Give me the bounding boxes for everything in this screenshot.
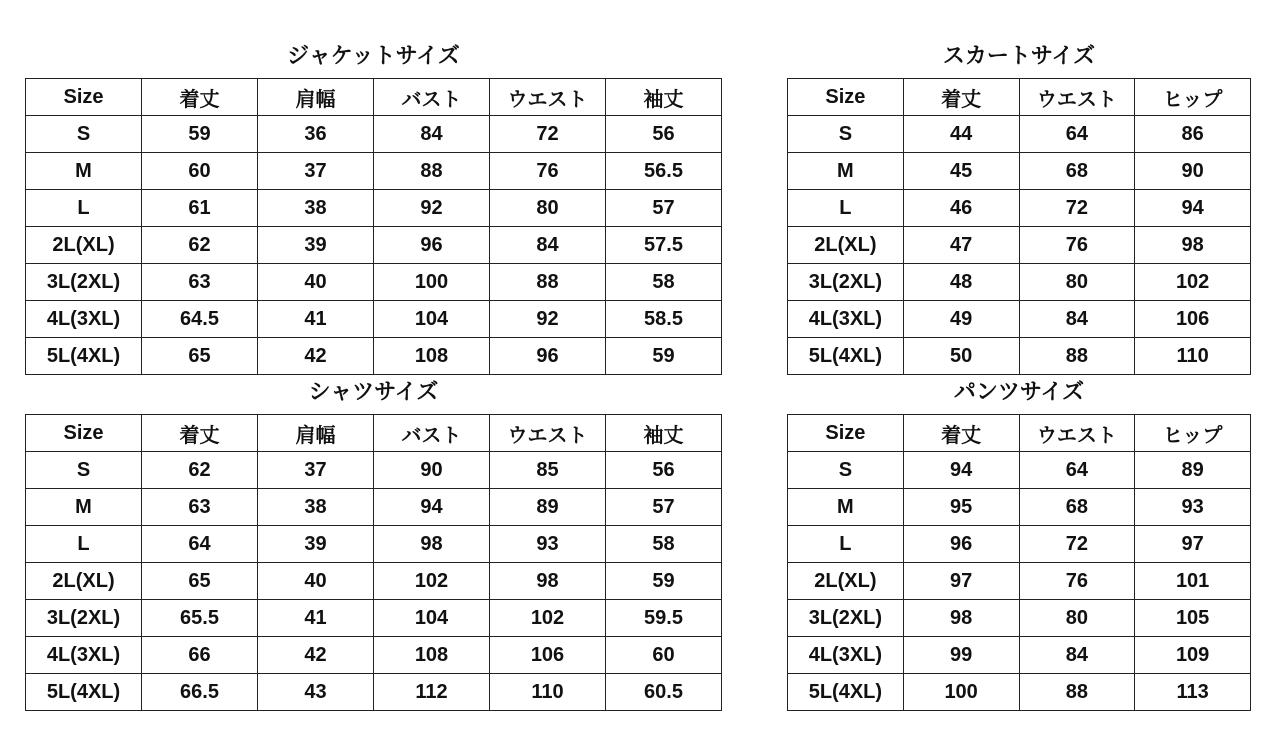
size-label-cell: 5L(4XL) (788, 674, 904, 711)
measurement-cell: 96 (903, 526, 1019, 563)
measurement-cell: 92 (490, 301, 606, 338)
table-row (26, 674, 722, 711)
table-row (788, 600, 1251, 637)
measurement-cell: 98 (903, 600, 1019, 637)
jacket-size-table (25, 78, 722, 375)
measurement-cell: 65.5 (142, 600, 258, 637)
table-row (26, 338, 722, 375)
size-label-cell: L (788, 526, 904, 563)
measurement-cell: 41 (258, 600, 374, 637)
column-header: Size (26, 415, 142, 452)
size-label-cell: 5L(4XL) (26, 674, 142, 711)
measurement-cell: 57 (606, 489, 722, 526)
measurement-cell: 88 (374, 153, 490, 190)
pants-size-table (787, 414, 1251, 711)
measurement-cell: 40 (258, 264, 374, 301)
measurement-cell: 62 (142, 227, 258, 264)
measurement-cell: 68 (1019, 153, 1135, 190)
column-header: Size (26, 79, 142, 116)
table-row (788, 338, 1251, 375)
column-header: バスト (374, 79, 490, 116)
shirt-size-title: シャツサイズ (308, 380, 439, 405)
size-label-cell: 2L(XL) (26, 563, 142, 600)
measurement-cell: 48 (903, 264, 1019, 301)
measurement-cell: 56 (606, 452, 722, 489)
measurement-cell: 88 (490, 264, 606, 301)
size-label-cell: 5L(4XL) (26, 338, 142, 375)
measurement-cell: 97 (1135, 526, 1251, 563)
measurement-cell: 59 (606, 338, 722, 375)
measurement-cell: 45 (903, 153, 1019, 190)
column-header: ヒップ (1135, 79, 1251, 116)
measurement-cell: 89 (1135, 452, 1251, 489)
size-label-cell: 2L(XL) (788, 227, 904, 264)
column-header: ウエスト (1019, 415, 1135, 452)
size-label-cell: 2L(XL) (26, 227, 142, 264)
measurement-cell: 108 (374, 637, 490, 674)
size-label-cell: 4L(3XL) (788, 301, 904, 338)
column-header: 肩幅 (258, 79, 374, 116)
column-header: ウエスト (490, 79, 606, 116)
measurement-cell: 113 (1135, 674, 1251, 711)
measurement-cell: 72 (1019, 526, 1135, 563)
measurement-cell: 66.5 (142, 674, 258, 711)
column-header: ウエスト (490, 415, 606, 452)
size-label-cell: M (26, 489, 142, 526)
table-row (26, 153, 722, 190)
measurement-cell: 100 (374, 264, 490, 301)
table-row (788, 301, 1251, 338)
measurement-cell: 37 (258, 153, 374, 190)
column-header: 着丈 (903, 79, 1019, 116)
size-label-cell: M (788, 489, 904, 526)
measurement-cell: 106 (490, 637, 606, 674)
table-row (788, 227, 1251, 264)
size-label-cell: S (788, 452, 904, 489)
measurement-cell: 101 (1135, 563, 1251, 600)
measurement-cell: 59 (606, 563, 722, 600)
table-row (26, 600, 722, 637)
measurement-cell: 88 (1019, 338, 1135, 375)
measurement-cell: 80 (490, 190, 606, 227)
size-label-cell: L (26, 526, 142, 563)
measurement-cell: 63 (142, 264, 258, 301)
size-label-cell: M (788, 153, 904, 190)
size-label-cell: 5L(4XL) (788, 338, 904, 375)
measurement-cell: 39 (258, 227, 374, 264)
column-header: ヒップ (1135, 415, 1251, 452)
size-label-cell: S (788, 116, 904, 153)
table-row (26, 264, 722, 301)
measurement-cell: 86 (1135, 116, 1251, 153)
measurement-cell: 64 (1019, 452, 1135, 489)
measurement-cell: 68 (1019, 489, 1135, 526)
measurement-cell: 106 (1135, 301, 1251, 338)
measurement-cell: 90 (1135, 153, 1251, 190)
measurement-cell: 100 (903, 674, 1019, 711)
measurement-cell: 102 (1135, 264, 1251, 301)
measurement-cell: 46 (903, 190, 1019, 227)
measurement-cell: 89 (490, 489, 606, 526)
table-row (788, 526, 1251, 563)
measurement-cell: 104 (374, 301, 490, 338)
measurement-cell: 41 (258, 301, 374, 338)
measurement-cell: 98 (374, 526, 490, 563)
table-row (788, 153, 1251, 190)
measurement-cell: 56.5 (606, 153, 722, 190)
measurement-cell: 94 (903, 452, 1019, 489)
measurement-cell: 57.5 (606, 227, 722, 264)
column-header: Size (788, 415, 904, 452)
measurement-cell: 92 (374, 190, 490, 227)
size-label-cell: S (26, 452, 142, 489)
measurement-cell: 58 (606, 526, 722, 563)
measurement-cell: 42 (258, 338, 374, 375)
table-row (26, 637, 722, 674)
table-row (788, 563, 1251, 600)
measurement-cell: 58 (606, 264, 722, 301)
measurement-cell: 108 (374, 338, 490, 375)
measurement-cell: 104 (374, 600, 490, 637)
measurement-cell: 110 (490, 674, 606, 711)
table-row (788, 452, 1251, 489)
size-label-cell: 3L(2XL) (26, 264, 142, 301)
column-header: 着丈 (142, 415, 258, 452)
measurement-cell: 40 (258, 563, 374, 600)
table-row (788, 674, 1251, 711)
measurement-cell: 76 (490, 153, 606, 190)
column-header: 肩幅 (258, 415, 374, 452)
table-row (26, 227, 722, 264)
measurement-cell: 65 (142, 338, 258, 375)
measurement-cell: 84 (1019, 637, 1135, 674)
table-row (26, 190, 722, 227)
measurement-cell: 84 (490, 227, 606, 264)
measurement-cell: 112 (374, 674, 490, 711)
measurement-cell: 98 (1135, 227, 1251, 264)
pants-size-title: パンツサイズ (953, 380, 1085, 405)
measurement-cell: 56 (606, 116, 722, 153)
table-row (788, 264, 1251, 301)
measurement-cell: 38 (258, 190, 374, 227)
measurement-cell: 96 (374, 227, 490, 264)
table-row (26, 563, 722, 600)
measurement-cell: 76 (1019, 563, 1135, 600)
size-label-cell: 2L(XL) (788, 563, 904, 600)
size-label-cell: 3L(2XL) (26, 600, 142, 637)
measurement-cell: 62 (142, 452, 258, 489)
measurement-cell: 80 (1019, 264, 1135, 301)
column-header: Size (788, 79, 904, 116)
measurement-cell: 63 (142, 489, 258, 526)
header-row (26, 415, 722, 452)
measurement-cell: 57 (606, 190, 722, 227)
measurement-cell: 36 (258, 116, 374, 153)
measurement-cell: 38 (258, 489, 374, 526)
measurement-cell: 109 (1135, 637, 1251, 674)
measurement-cell: 94 (1135, 190, 1251, 227)
measurement-cell: 58.5 (606, 301, 722, 338)
header-row (788, 415, 1251, 452)
jacket-size-title: ジャケットサイズ (287, 44, 460, 69)
measurement-cell: 64 (142, 526, 258, 563)
table-row (788, 190, 1251, 227)
measurement-cell: 66 (142, 637, 258, 674)
column-header: バスト (374, 415, 490, 452)
measurement-cell: 76 (1019, 227, 1135, 264)
measurement-cell: 59 (142, 116, 258, 153)
measurement-cell: 64 (1019, 116, 1135, 153)
table-row (788, 116, 1251, 153)
measurement-cell: 59.5 (606, 600, 722, 637)
measurement-cell: 37 (258, 452, 374, 489)
table-row (788, 489, 1251, 526)
measurement-cell: 94 (374, 489, 490, 526)
measurement-cell: 99 (903, 637, 1019, 674)
measurement-cell: 95 (903, 489, 1019, 526)
measurement-cell: 65 (142, 563, 258, 600)
skirt-size-title: スカートサイズ (942, 44, 1096, 69)
header-row (788, 79, 1251, 116)
table-row (788, 637, 1251, 674)
measurement-cell: 102 (490, 600, 606, 637)
size-label-cell: S (26, 116, 142, 153)
measurement-cell: 49 (903, 301, 1019, 338)
size-label-cell: M (26, 153, 142, 190)
size-label-cell: 4L(3XL) (26, 637, 142, 674)
header-row (26, 79, 722, 116)
measurement-cell: 61 (142, 190, 258, 227)
measurement-cell: 60 (142, 153, 258, 190)
column-header: 着丈 (142, 79, 258, 116)
shirt-size-table (25, 414, 722, 711)
measurement-cell: 110 (1135, 338, 1251, 375)
size-label-cell: 4L(3XL) (26, 301, 142, 338)
measurement-cell: 97 (903, 563, 1019, 600)
measurement-cell: 64.5 (142, 301, 258, 338)
measurement-cell: 88 (1019, 674, 1135, 711)
measurement-cell: 50 (903, 338, 1019, 375)
column-header: 袖丈 (606, 79, 722, 116)
measurement-cell: 93 (1135, 489, 1251, 526)
measurement-cell: 98 (490, 563, 606, 600)
size-label-cell: L (26, 190, 142, 227)
measurement-cell: 47 (903, 227, 1019, 264)
measurement-cell: 72 (1019, 190, 1135, 227)
measurement-cell: 44 (903, 116, 1019, 153)
column-header: ウエスト (1019, 79, 1135, 116)
measurement-cell: 105 (1135, 600, 1251, 637)
measurement-cell: 60.5 (606, 674, 722, 711)
measurement-cell: 93 (490, 526, 606, 563)
measurement-cell: 90 (374, 452, 490, 489)
size-label-cell: L (788, 190, 904, 227)
measurement-cell: 80 (1019, 600, 1135, 637)
table-row (26, 301, 722, 338)
column-header: 着丈 (903, 415, 1019, 452)
measurement-cell: 43 (258, 674, 374, 711)
size-label-cell: 4L(3XL) (788, 637, 904, 674)
skirt-size-table (787, 78, 1251, 375)
table-row (26, 452, 722, 489)
table-row (26, 489, 722, 526)
measurement-cell: 39 (258, 526, 374, 563)
table-row (26, 526, 722, 563)
table-row (26, 116, 722, 153)
measurement-cell: 85 (490, 452, 606, 489)
measurement-cell: 84 (374, 116, 490, 153)
measurement-cell: 84 (1019, 301, 1135, 338)
measurement-cell: 42 (258, 637, 374, 674)
column-header: 袖丈 (606, 415, 722, 452)
measurement-cell: 102 (374, 563, 490, 600)
size-label-cell: 3L(2XL) (788, 264, 904, 301)
measurement-cell: 60 (606, 637, 722, 674)
measurement-cell: 96 (490, 338, 606, 375)
size-label-cell: 3L(2XL) (788, 600, 904, 637)
measurement-cell: 72 (490, 116, 606, 153)
